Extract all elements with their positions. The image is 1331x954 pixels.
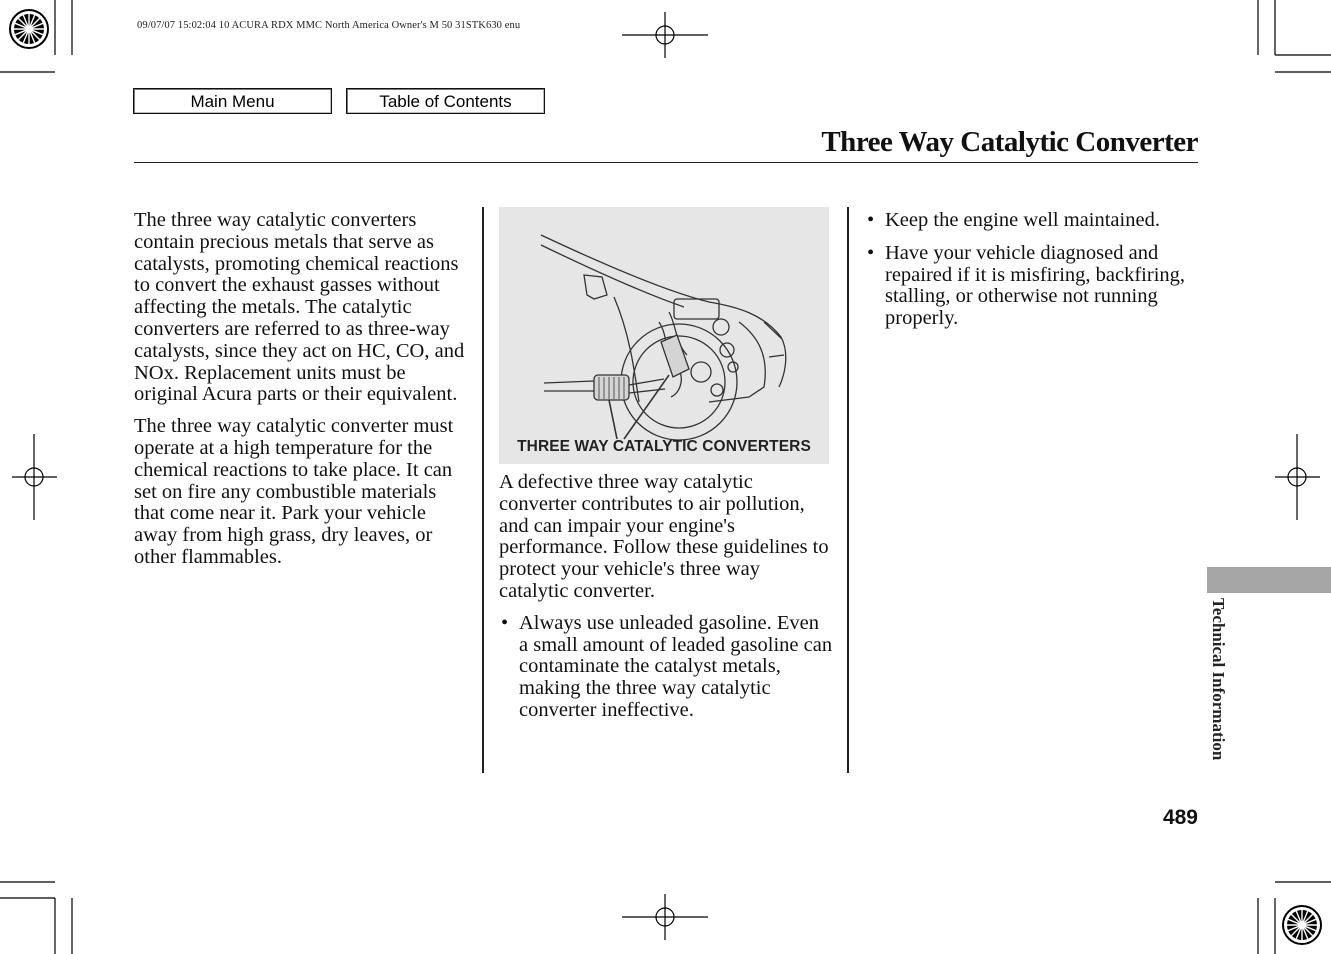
- column-divider: [482, 207, 484, 773]
- column-left: [134, 210, 470, 579]
- section-tab: [1207, 567, 1331, 593]
- registration-target-icon: [10, 10, 48, 48]
- figure-caption: THREE WAY CATALYTIC CONVERTERS: [517, 438, 811, 455]
- column-divider: [847, 207, 849, 773]
- paragraph: The three way catalytic converters contain precious metals that serve as catalysts, promoting chemical reactions to convert the exhaust gasses without affecting the metals. The catalytic converters are referred to as three-way catalysts, since they act on HC, CO, and NOx. Replacement units must be original Acura parts or their equivalent.: [134, 209, 465, 406]
- bullet-icon: •: [867, 209, 875, 231]
- paragraph: The three way catalytic converter must operate at a high temperature for the chemical reactions to take place. It can set on fire any combustible materials that come near it. Park your vehicle away from high grass, dry leaves, or other flammables.: [134, 415, 454, 568]
- bullet-icon: •: [501, 611, 509, 634]
- list-item-text: Have your vehicle diagnosed and repaired if it is misfiring, backfiring, stalling, or otherwise not running properly.: [885, 241, 1186, 330]
- list-item-text: Always use unleaded gasoline. Even a small amount of leaded gasoline can contaminate the catalyst metals, making the three way catalytic converter ineffective.: [519, 611, 833, 721]
- list-item: [865, 210, 1199, 232]
- paragraph: A defective three way catalytic converter contributes to air pollution, and can impair your engine's performance. Follow these guidelines to protect your vehicle's three way catalytic converter.: [499, 471, 829, 602]
- column-right: [865, 210, 1199, 341]
- table-of-contents-button[interactable]: Table of Contents: [346, 88, 545, 114]
- guideline-list: [865, 210, 1199, 330]
- catalytic-converter-figure: [499, 207, 829, 464]
- bullet-icon: •: [867, 241, 875, 264]
- guideline-list: [499, 613, 833, 722]
- page-title: Three Way Catalytic Converter: [821, 126, 1198, 158]
- registration-target-icon: [1283, 906, 1321, 944]
- title-rule: [134, 162, 1198, 163]
- section-tab-label: Technical Information: [1209, 598, 1228, 761]
- list-item: [499, 613, 833, 722]
- list-item-text: Keep the engine well maintained.: [885, 209, 1160, 231]
- main-menu-button[interactable]: Main Menu: [133, 88, 332, 114]
- print-slug: 09/07/07 15:02:04 10 ACURA RDX MMC North America Owner's M 50 31STK630 enu: [137, 20, 521, 31]
- list-item: [865, 243, 1199, 330]
- vehicle-exhaust-illustration: [499, 207, 829, 464]
- page-number: 489: [1162, 806, 1198, 829]
- column-middle: [499, 472, 833, 733]
